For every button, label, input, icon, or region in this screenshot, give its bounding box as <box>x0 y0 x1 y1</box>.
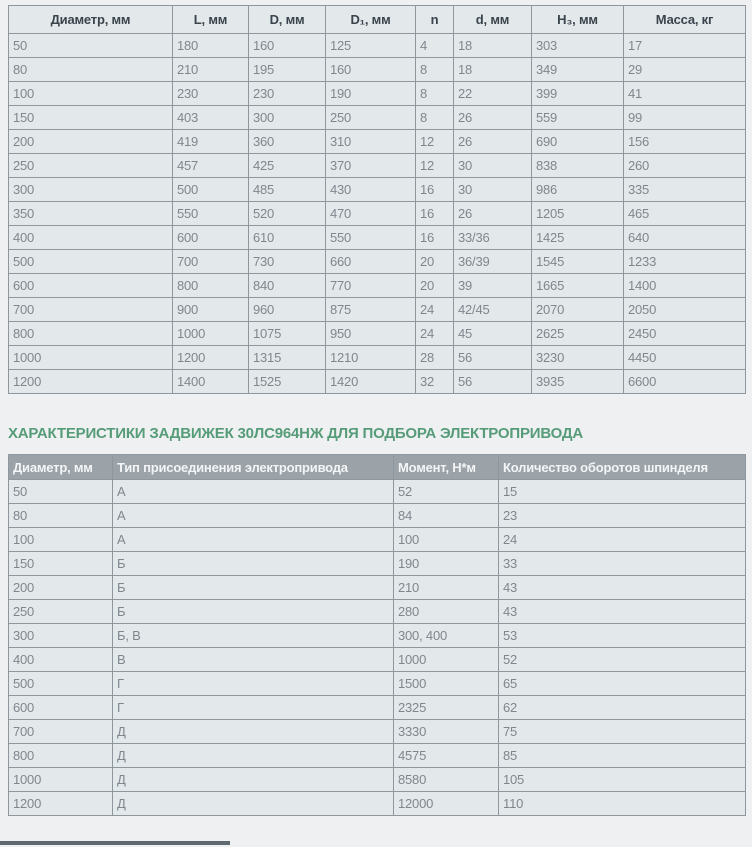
table-cell: 300 <box>9 178 173 202</box>
table-cell: 600 <box>9 274 173 298</box>
table-cell: 20 <box>416 274 454 298</box>
table-cell: 875 <box>326 298 416 322</box>
table-cell: 100 <box>394 528 499 552</box>
actuator-selection-table <box>8 454 746 816</box>
table-cell: 4 <box>416 34 454 58</box>
table-cell: 16 <box>416 226 454 250</box>
table-cell: 22 <box>454 82 532 106</box>
table-cell: 195 <box>249 58 326 82</box>
table-cell: 52 <box>394 480 499 504</box>
table-cell: 640 <box>624 226 746 250</box>
table-cell: 80 <box>9 504 113 528</box>
table-cell: 350 <box>9 202 173 226</box>
table-cell: 200 <box>9 576 113 600</box>
table-cell: 15 <box>499 480 746 504</box>
table-cell: 12000 <box>394 792 499 816</box>
table-cell: 303 <box>532 34 624 58</box>
table-cell: 485 <box>249 178 326 202</box>
table-cell: 550 <box>326 226 416 250</box>
table-cell: 156 <box>624 130 746 154</box>
table-cell: 360 <box>249 130 326 154</box>
table-cell: 8 <box>416 82 454 106</box>
table-row <box>9 768 746 792</box>
table-row <box>9 178 746 202</box>
table-row <box>9 34 746 58</box>
table-cell: 30 <box>454 154 532 178</box>
table-cell: 190 <box>394 552 499 576</box>
table-cell: 1000 <box>9 346 173 370</box>
table-cell: Д <box>113 792 394 816</box>
table-cell: 1000 <box>9 768 113 792</box>
table-cell: 150 <box>9 106 173 130</box>
table-cell: 26 <box>454 106 532 130</box>
table-cell: 4450 <box>624 346 746 370</box>
table-cell: 1400 <box>173 370 249 394</box>
table-cell: 1315 <box>249 346 326 370</box>
column-header: Диаметр, мм <box>9 455 113 480</box>
table-cell: 559 <box>532 106 624 130</box>
table-cell: 457 <box>173 154 249 178</box>
table-cell: 280 <box>394 600 499 624</box>
table-cell: 1525 <box>249 370 326 394</box>
column-header: D₁, мм <box>326 6 416 34</box>
table-row <box>9 202 746 226</box>
table-cell: 1400 <box>624 274 746 298</box>
table-cell: 250 <box>9 154 173 178</box>
table-cell: 29 <box>624 58 746 82</box>
table-cell: 838 <box>532 154 624 178</box>
table-row <box>9 504 746 528</box>
table-cell: 550 <box>173 202 249 226</box>
table-cell: 99 <box>624 106 746 130</box>
column-header: Момент, Н*м <box>394 455 499 480</box>
table-cell: 52 <box>499 648 746 672</box>
table-cell: Г <box>113 696 394 720</box>
table-cell: 24 <box>416 322 454 346</box>
table-cell: 700 <box>9 720 113 744</box>
table-cell: 730 <box>249 250 326 274</box>
table-cell: 33/36 <box>454 226 532 250</box>
table-cell: 100 <box>9 528 113 552</box>
table-cell: 1000 <box>394 648 499 672</box>
table-cell: 16 <box>416 202 454 226</box>
table-cell: 250 <box>326 106 416 130</box>
column-header: Масса, кг <box>624 6 746 34</box>
table-row <box>9 298 746 322</box>
table-cell: 986 <box>532 178 624 202</box>
table-cell: Д <box>113 720 394 744</box>
table-cell: 6600 <box>624 370 746 394</box>
table-cell: 8580 <box>394 768 499 792</box>
table-cell: 610 <box>249 226 326 250</box>
table-row <box>9 792 746 816</box>
table-cell: 65 <box>499 672 746 696</box>
table-cell: 800 <box>9 744 113 768</box>
table-row <box>9 720 746 744</box>
table-cell: 36/39 <box>454 250 532 274</box>
table-cell: 660 <box>326 250 416 274</box>
table-cell: 300 <box>9 624 113 648</box>
table-cell: 1200 <box>9 792 113 816</box>
table-cell: 80 <box>9 58 173 82</box>
table-cell: 41 <box>624 82 746 106</box>
table-cell: 56 <box>454 370 532 394</box>
table-cell: 2625 <box>532 322 624 346</box>
column-header: Диаметр, мм <box>9 6 173 34</box>
table-cell: 23 <box>499 504 746 528</box>
table-cell: 62 <box>499 696 746 720</box>
header-row <box>9 6 746 34</box>
table-cell: 18 <box>454 34 532 58</box>
table-cell: 2070 <box>532 298 624 322</box>
table-cell: Б <box>113 600 394 624</box>
table-row <box>9 250 746 274</box>
table-row <box>9 528 746 552</box>
table-cell: 600 <box>9 696 113 720</box>
table-cell: 1200 <box>9 370 173 394</box>
table-cell: 43 <box>499 600 746 624</box>
table-cell: 425 <box>249 154 326 178</box>
table-cell: 500 <box>173 178 249 202</box>
column-header: d, мм <box>454 6 532 34</box>
table-cell: 500 <box>9 250 173 274</box>
table-cell: А <box>113 504 394 528</box>
table-cell: 20 <box>416 250 454 274</box>
table-row <box>9 82 746 106</box>
table-row <box>9 130 746 154</box>
table-cell: Г <box>113 672 394 696</box>
table-cell: 53 <box>499 624 746 648</box>
table-cell: 600 <box>173 226 249 250</box>
table-cell: 210 <box>173 58 249 82</box>
table-cell: 1200 <box>173 346 249 370</box>
table-cell: 125 <box>326 34 416 58</box>
table-cell: 1500 <box>394 672 499 696</box>
table-cell: 465 <box>624 202 746 226</box>
table-cell: 1210 <box>326 346 416 370</box>
table-cell: 39 <box>454 274 532 298</box>
table-cell: 26 <box>454 202 532 226</box>
table-cell: 100 <box>9 82 173 106</box>
table-cell: Б <box>113 552 394 576</box>
table-cell: 160 <box>249 34 326 58</box>
table-row <box>9 552 746 576</box>
table-cell: 8 <box>416 106 454 130</box>
table-cell: 28 <box>416 346 454 370</box>
table-cell: Д <box>113 768 394 792</box>
table-cell: 500 <box>9 672 113 696</box>
table-cell: 230 <box>249 82 326 106</box>
table-cell: 105 <box>499 768 746 792</box>
table-cell: 30 <box>454 178 532 202</box>
table-cell: 400 <box>9 648 113 672</box>
column-header: n <box>416 6 454 34</box>
table-row <box>9 154 746 178</box>
table-cell: 700 <box>173 250 249 274</box>
table-cell: 770 <box>326 274 416 298</box>
column-header: D, мм <box>249 6 326 34</box>
table-cell: 42/45 <box>454 298 532 322</box>
table-cell: 520 <box>249 202 326 226</box>
table-row <box>9 58 746 82</box>
table-cell: 1425 <box>532 226 624 250</box>
table-cell: 230 <box>173 82 249 106</box>
table-cell: 310 <box>326 130 416 154</box>
table-cell: 85 <box>499 744 746 768</box>
table-cell: Б, В <box>113 624 394 648</box>
table-cell: 4575 <box>394 744 499 768</box>
table-cell: 12 <box>416 154 454 178</box>
table-cell: Б <box>113 576 394 600</box>
column-header: Тип присоединения электропривода <box>113 455 394 480</box>
table-cell: 2050 <box>624 298 746 322</box>
table-cell: 45 <box>454 322 532 346</box>
table-cell: 960 <box>249 298 326 322</box>
table-row <box>9 744 746 768</box>
table-cell: 800 <box>9 322 173 346</box>
table-cell: 12 <box>416 130 454 154</box>
table-cell: 3330 <box>394 720 499 744</box>
table-cell: 32 <box>416 370 454 394</box>
table-cell: 1420 <box>326 370 416 394</box>
column-header: Количество оборотов шпинделя <box>499 455 746 480</box>
table-cell: 1000 <box>173 322 249 346</box>
valve-dimensions-table <box>8 5 746 394</box>
table-cell: 1665 <box>532 274 624 298</box>
table-cell: 75 <box>499 720 746 744</box>
table-cell: 800 <box>173 274 249 298</box>
table-row <box>9 576 746 600</box>
table-cell: 403 <box>173 106 249 130</box>
table-cell: 690 <box>532 130 624 154</box>
table-row <box>9 226 746 250</box>
table-cell: 210 <box>394 576 499 600</box>
table-cell: 430 <box>326 178 416 202</box>
header-row <box>9 455 746 480</box>
table-row <box>9 696 746 720</box>
table-cell: А <box>113 528 394 552</box>
table-row <box>9 672 746 696</box>
table-cell: 160 <box>326 58 416 82</box>
table-cell: 50 <box>9 34 173 58</box>
table-cell: 26 <box>454 130 532 154</box>
table-cell: 349 <box>532 58 624 82</box>
table-cell: 180 <box>173 34 249 58</box>
table-row <box>9 648 746 672</box>
section-title: ХАРАКТЕРИСТИКИ ЗАДВИЖЕК 30ЛС964НЖ ДЛЯ ПОДБОРА ЭЛЕКТРОПРИВОДА <box>8 425 583 442</box>
table-cell: 1233 <box>624 250 746 274</box>
table-cell: 3230 <box>532 346 624 370</box>
table-cell: 33 <box>499 552 746 576</box>
table-cell: 150 <box>9 552 113 576</box>
table-cell: 419 <box>173 130 249 154</box>
table-cell: 1075 <box>249 322 326 346</box>
table-cell: 24 <box>499 528 746 552</box>
column-header: L, мм <box>173 6 249 34</box>
table-cell: 399 <box>532 82 624 106</box>
table-cell: 470 <box>326 202 416 226</box>
table-cell: 18 <box>454 58 532 82</box>
table-cell: 200 <box>9 130 173 154</box>
table-row <box>9 600 746 624</box>
table-cell: 370 <box>326 154 416 178</box>
table-cell: 43 <box>499 576 746 600</box>
table-cell: 50 <box>9 480 113 504</box>
table-cell: 24 <box>416 298 454 322</box>
table-row <box>9 480 746 504</box>
table-cell: А <box>113 480 394 504</box>
column-header: H₃, мм <box>532 6 624 34</box>
table-cell: 16 <box>416 178 454 202</box>
table-cell: 1205 <box>532 202 624 226</box>
table-cell: 2325 <box>394 696 499 720</box>
table-row <box>9 322 746 346</box>
table-row <box>9 370 746 394</box>
table-cell: 1545 <box>532 250 624 274</box>
table-cell: 190 <box>326 82 416 106</box>
table-cell: Д <box>113 744 394 768</box>
table-row <box>9 274 746 298</box>
table-cell: 400 <box>9 226 173 250</box>
bottom-partial-bar <box>0 841 230 845</box>
table-cell: 900 <box>173 298 249 322</box>
table-cell: 260 <box>624 154 746 178</box>
table-cell: 950 <box>326 322 416 346</box>
table-cell: 110 <box>499 792 746 816</box>
table-row <box>9 624 746 648</box>
table-cell: 84 <box>394 504 499 528</box>
table-cell: 700 <box>9 298 173 322</box>
table-cell: 17 <box>624 34 746 58</box>
table-cell: 3935 <box>532 370 624 394</box>
table-cell: 840 <box>249 274 326 298</box>
table-cell: В <box>113 648 394 672</box>
table-row <box>9 346 746 370</box>
table-cell: 8 <box>416 58 454 82</box>
table-row <box>9 106 746 130</box>
table-cell: 250 <box>9 600 113 624</box>
table-cell: 300 <box>249 106 326 130</box>
table-cell: 335 <box>624 178 746 202</box>
table-cell: 300, 400 <box>394 624 499 648</box>
table-cell: 2450 <box>624 322 746 346</box>
table-cell: 56 <box>454 346 532 370</box>
